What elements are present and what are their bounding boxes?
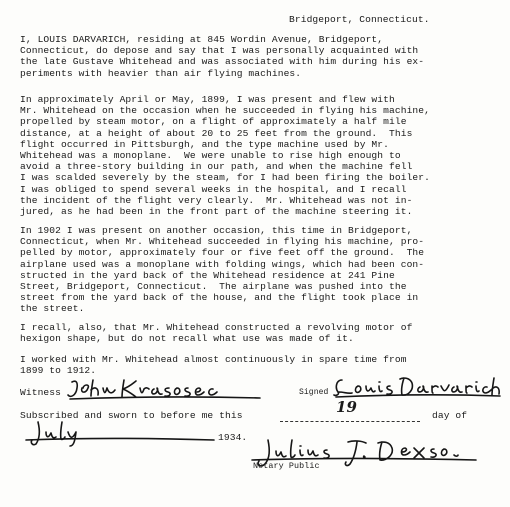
text-line: propelled by steam motor, on a flight of approximately a half mile (20, 116, 407, 128)
text-line: avoid a three-story building in our path, and when the machine fell (20, 161, 413, 173)
text-line: I worked with Mr. Whitehead almost continuously in spare time from (20, 354, 407, 365)
text-line: 1899 to 1912. (20, 365, 97, 377)
text-line: Whitehead was a monoplane. We were unable to rise high enough to (20, 150, 401, 162)
text-line: jured, as he had been in the front part of the machine steering it. (20, 206, 413, 218)
text-line: I was scalded severely by the steam, for I had been firing the boiler. (20, 172, 431, 184)
signed-label: Signed (299, 388, 329, 397)
text-line: I, LOUIS DARVARICH, residing at 845 Wordin Avenue, Bridgeport, (20, 34, 384, 45)
text-line: airplane used was a monoplane with folding wings, which had been con- (20, 258, 425, 270)
day-value: 19 (336, 398, 358, 416)
text-line: Street, Bridgeport, Connecticut. The airplane was pushed into the (20, 281, 407, 293)
text-line: street from the yard back of the house, and the flight took place in (20, 292, 419, 304)
paragraph-acquaintance (20, 34, 498, 79)
witness-signature (66, 376, 262, 402)
paragraph-1902-flight (20, 225, 498, 315)
text-line: the street. (20, 303, 85, 315)
text-line: I recall, also, that Mr. Whitehead constructed a revolving motor of (20, 322, 413, 333)
day-of-label: day of (432, 410, 468, 421)
text-line: distance, at a height of about 20 to 25 feet from the ground. This (20, 127, 413, 139)
text-line: the late Gustave Whitehead and was associated with him during his ex- (20, 56, 425, 68)
day-blank-line (280, 421, 420, 422)
affiant-signature (332, 374, 502, 400)
text-line: I was obliged to spend several weeks in the hospital, and I recall (20, 183, 407, 195)
text-line: Mr. Whitehead on the occasion when he succeeded in flying his machine, (20, 105, 431, 117)
text-line: Connecticut, do depose and say that I was personally acquainted with (20, 45, 419, 57)
text-line: the incident of the flight very clearly. Mr. Whitehead was not in- (20, 194, 413, 206)
text-line: In approximately April or May, 1899, I was present and flew with (20, 94, 395, 105)
text-line: In 1902 I was present on another occasion, this time in Bridgeport, (20, 225, 413, 236)
year-text: 1934. (218, 432, 248, 443)
text-line: structed in the yard back of the Whitehead residence at 241 Pine (20, 269, 395, 281)
month-handwriting (18, 418, 218, 448)
text-line: hexigon shape, but do not recall what use was made of it. (20, 333, 354, 345)
sworn-statement: Subscribed and sworn to before me this (20, 410, 243, 421)
text-line: flight occurred in Pittsburgh, and the type machine used by Mr. (20, 138, 390, 150)
text-line: Connecticut, when Mr. Whitehead succeeded in flying his machine, pro- (20, 236, 425, 248)
paragraph-motor (20, 322, 498, 344)
text-line: pelled by motor, approximately four or five feet off the ground. The (20, 247, 425, 259)
place-heading: Bridgeport, Connecticut. (289, 14, 430, 25)
notary-public-label: Notary Public (253, 461, 320, 471)
paragraph-1899-flight (20, 94, 498, 217)
text-line: periments with heavier than air flying machines. (20, 67, 302, 79)
witness-label: Witness (20, 387, 62, 398)
